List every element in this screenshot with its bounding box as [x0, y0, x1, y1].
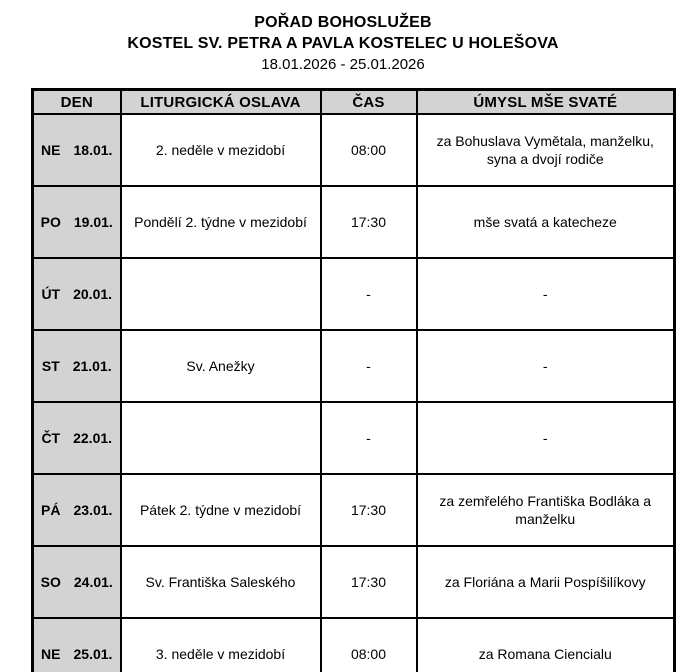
header-cell-den: DEN: [33, 90, 121, 115]
time-cell: 17:30: [321, 186, 417, 258]
header-cell-cas: ČAS: [321, 90, 417, 115]
celebration-cell: [121, 402, 321, 474]
time-cell: -: [321, 258, 417, 330]
celebration-cell: 2. neděle v mezidobí: [121, 114, 321, 186]
day-date: 18.01.: [73, 142, 113, 158]
time-cell: 17:30: [321, 546, 417, 618]
title-block: [0, 0, 686, 75]
intention-cell: -: [417, 402, 675, 474]
intention-cell: -: [417, 330, 675, 402]
day-cell: [33, 618, 121, 672]
time-cell: -: [321, 402, 417, 474]
day-cell: [33, 114, 121, 186]
celebration-cell: [121, 258, 321, 330]
day-date: 20.01.: [73, 286, 113, 302]
celebration-cell: 3. neděle v mezidobí: [121, 618, 321, 672]
day-cell: [33, 474, 121, 546]
table-row: [33, 258, 675, 330]
time-cell: -: [321, 330, 417, 402]
intention-cell: za zemřelého Františka Bodláka a manželku: [417, 474, 675, 546]
day-abbr: PO: [40, 214, 61, 230]
time-cell: 17:30: [321, 474, 417, 546]
intention-cell: za Romana Ciencialu: [417, 618, 675, 672]
day-abbr: SO: [40, 574, 61, 590]
table-row: [33, 330, 675, 402]
table-body: [33, 114, 675, 672]
celebration-cell: Sv. Anežky: [121, 330, 321, 402]
day-abbr: ST: [41, 358, 60, 374]
date-range: 18.01.2026 - 25.01.2026: [261, 56, 425, 73]
day-date: 21.01.: [72, 358, 112, 374]
day-abbr: NE: [41, 142, 61, 158]
day-cell: [33, 186, 121, 258]
time-cell: 08:00: [321, 618, 417, 672]
table-row: [33, 546, 675, 618]
schedule-table: [31, 88, 676, 672]
table-row: [33, 186, 675, 258]
celebration-cell: Sv. Františka Saleského: [121, 546, 321, 618]
day-date: 25.01.: [73, 646, 113, 662]
header-cell-liturgicka-oslava: LITURGICKÁ OSLAVA: [121, 90, 321, 115]
day-date: 19.01.: [73, 214, 113, 230]
day-date: 22.01.: [73, 430, 113, 446]
day-abbr: PÁ: [41, 502, 61, 518]
celebration-cell: Pondělí 2. týdne v mezidobí: [121, 186, 321, 258]
table-row: [33, 114, 675, 186]
day-cell: [33, 330, 121, 402]
church-name: KOSTEL SV. PETRA A PAVLA KOSTELEC U HOLEŠOVA: [127, 35, 559, 52]
intention-cell: mše svatá a katecheze: [417, 186, 675, 258]
day-date: 23.01.: [73, 502, 113, 518]
intention-cell: -: [417, 258, 675, 330]
page-title: POŘAD BOHOSLUŽEB: [254, 14, 432, 31]
day-cell: [33, 546, 121, 618]
intention-cell: za Bohuslava Vymětala, manželku, syna a dvojí rodiče: [417, 114, 675, 186]
celebration-cell: Pátek 2. týdne v mezidobí: [121, 474, 321, 546]
day-cell: [33, 258, 121, 330]
header-cell-umysl: ÚMYSL MŠE SVATÉ: [417, 90, 675, 115]
day-cell: [33, 402, 121, 474]
table-row: [33, 618, 675, 672]
day-abbr: NE: [41, 646, 61, 662]
time-cell: 08:00: [321, 114, 417, 186]
intention-cell: za Floriána a Marii Pospíšilíkovy: [417, 546, 675, 618]
header-row: [33, 90, 675, 115]
day-abbr: ÚT: [41, 286, 61, 302]
table-row: [33, 402, 675, 474]
day-abbr: ČT: [41, 430, 61, 446]
table-header: [33, 90, 675, 115]
table-row: [33, 474, 675, 546]
day-date: 24.01.: [73, 574, 113, 590]
